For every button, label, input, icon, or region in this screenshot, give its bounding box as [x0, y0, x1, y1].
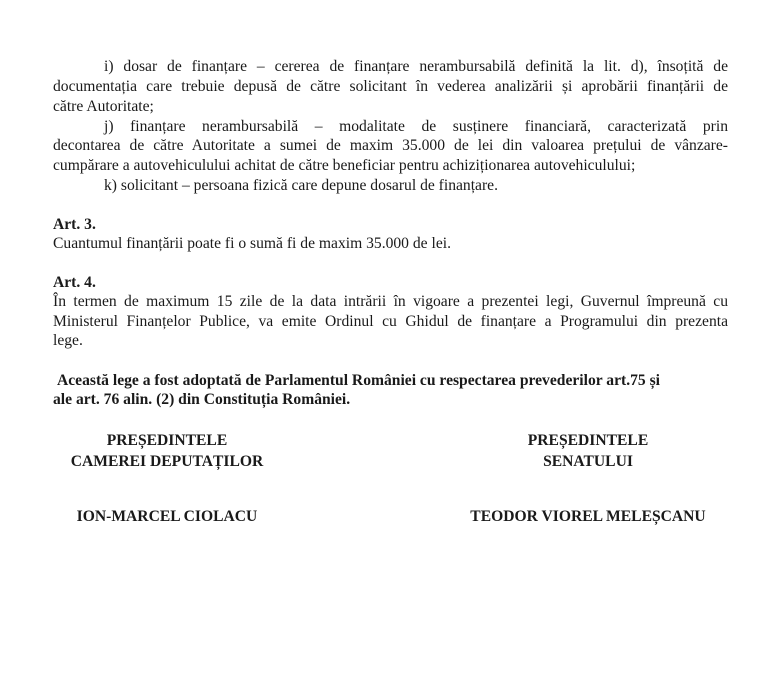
signature-block-left: [62, 430, 272, 472]
definition-k-line-1: k) solicitant – persoana fizică care depune dosarul de finanțare.: [104, 177, 498, 194]
definition-i-line-1: i) dosar de finanțare – cererea de finanțare nerambursabilă definită la lit. d), însoțită de: [104, 58, 728, 75]
definition-j-line-2: decontarea de către Autoritate a sumei de maxim 35.000 de lei din valoarea prețului de vânzare-: [53, 137, 728, 154]
left-title-line-1: PREȘEDINTELE: [106, 432, 228, 449]
right-title-line-1: PREȘEDINTELE: [527, 432, 649, 449]
left-signatory-name: ION-MARCEL CIOLACU: [76, 508, 258, 525]
right-title-line-2: SENATULUI: [543, 453, 633, 470]
right-signatory-name: TEODOR VIOREL MELEȘCANU: [470, 508, 706, 525]
adoption-line-1: Această lege a fost adoptată de Parlamentul României cu respectarea prevederilor art.75 și: [57, 372, 660, 389]
art4-line-1: În termen de maximum 15 zile de la data intrării în vigoare a prezentei legi, Guvernul împreună cu: [53, 293, 728, 310]
adoption-line-2: ale art. 76 alin. (2) din Constituția României.: [53, 391, 351, 408]
art3-heading: Art. 3.: [53, 216, 96, 233]
art4-line-3: lege.: [53, 332, 83, 349]
left-title-line-2: CAMEREI DEPUTAȚILOR: [70, 453, 264, 470]
signature-block-right: [458, 430, 718, 472]
definition-i-line-2: documentația care trebuie depusă de către solicitant în vederea analizării și aprobării finanțării de: [53, 78, 728, 95]
art4-heading: Art. 4.: [53, 274, 96, 291]
definition-j-line-3: cumpărare a autovehiculului achitat de către beneficiar pentru achiziționarea autovehiculului;: [53, 157, 636, 174]
definition-j-line-1: j) finanțare nerambursabilă – modalitate de susținere financiară, caracterizată prin: [104, 118, 728, 135]
art3-text: Cuantumul finanțării poate fi o sumă fi de maxim 35.000 de lei.: [53, 235, 451, 252]
art4-line-2: Ministerul Finanțelor Publice, va emite Ordinul cu Ghidul de finanțare a Programului din prezenta: [53, 313, 728, 330]
definition-i-line-3: către Autoritate;: [53, 98, 154, 115]
